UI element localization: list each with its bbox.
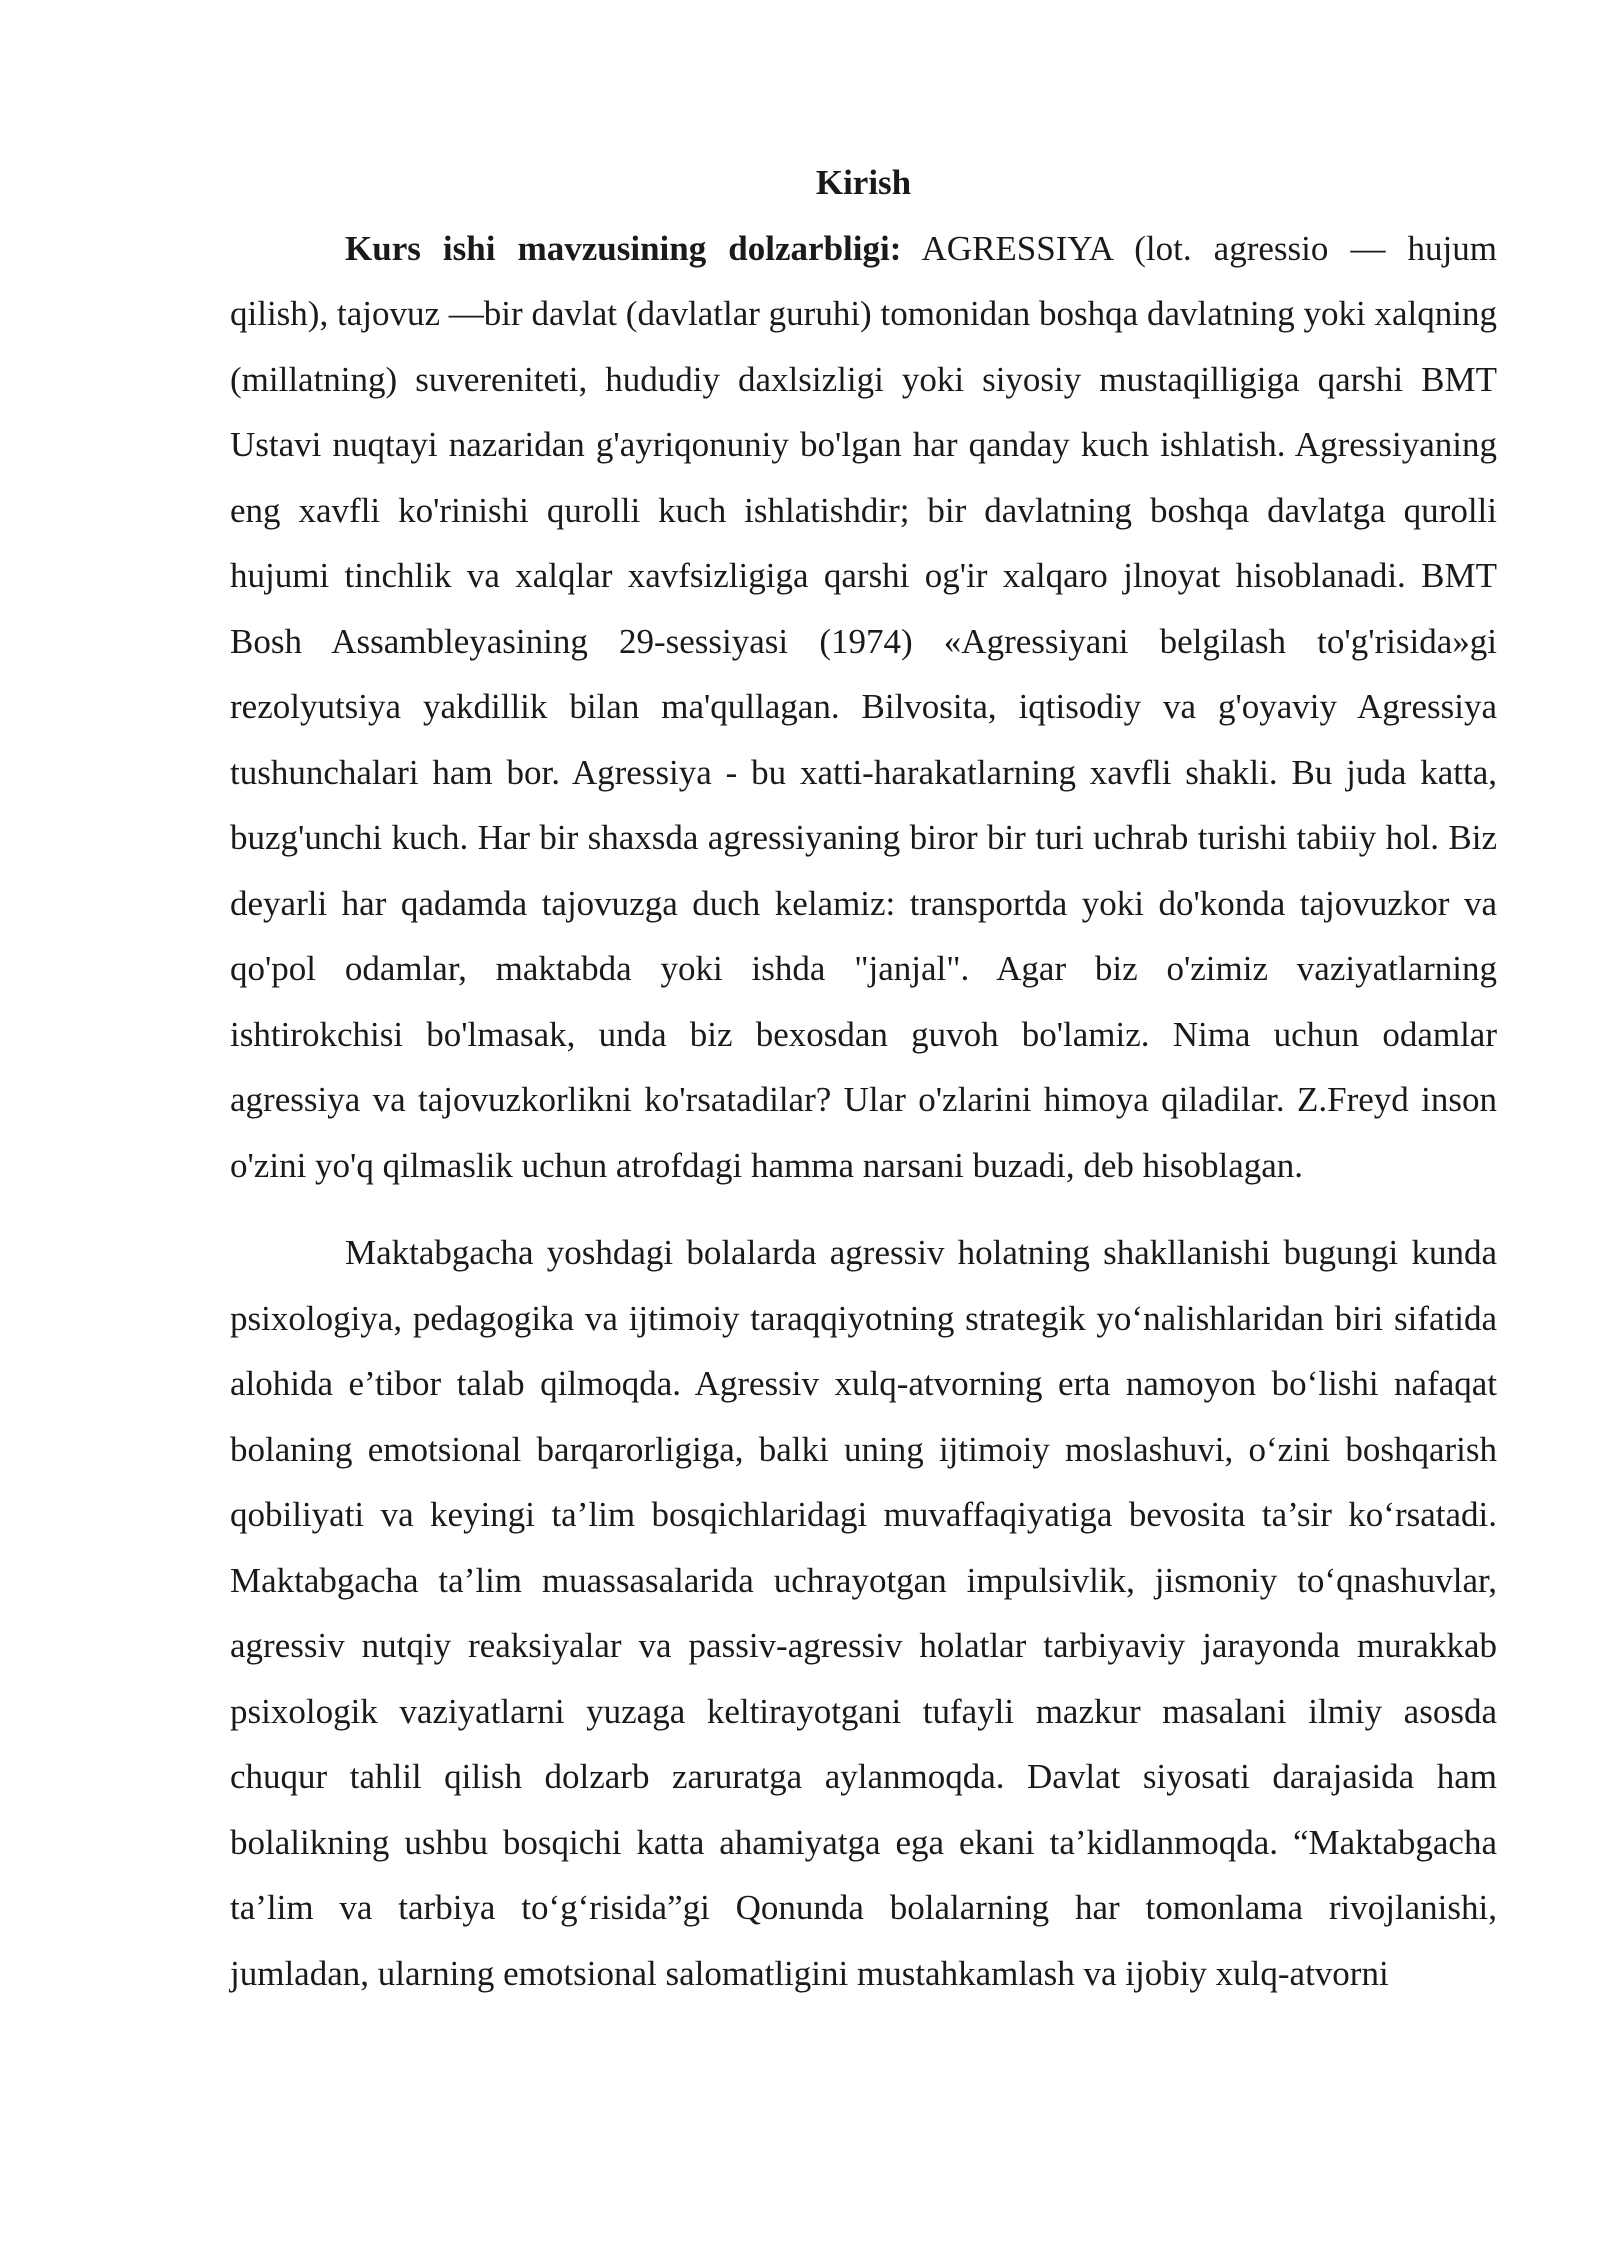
document-page bbox=[230, 150, 1497, 2006]
section-title: Kirish bbox=[815, 163, 912, 202]
paragraph-preschool: Maktabgacha yoshdagi bolalarda agressiv holatning shakllanishi bugungi kunda psixologiya, pedagogika va ijtimoiy taraqqiyotning strategik yo‘nalishlaridan biri sifatida alohida e’tibor talab qilmoqda. Agressiv xulq-atvorning erta namoyon bo‘lishi nafaqat bolaning emotsional barqarorligiga, balki uning ijtimoiy moslashuvi, o‘zini boshqarish qobiliyati va keyingi ta’lim bosqichlaridagi muvaffaqiyatiga bevosita ta’sir ko‘rsatadi. Maktabgacha ta’lim muassasalarida uchrayotgan impulsivlik, jismoniy to‘qnashuvlar, agressiv nutqiy reaksiyalar va passiv-agressiv holatlar tarbiyaviy jarayonda murakkab psixologik vaziyatlarni yuzaga keltirayotgani tufayli mazkur masalani ilmiy asosda chuqur tahlil qilish dolzarb zaruratga aylanmoqda. Davlat siyosati darajasida ham bolalikning ushbu bosqichi katta ahamiyatga ega ekani ta’kidlanmoqda. “Maktabgacha ta’lim va tarbiya to‘g‘risida”gi Qonunda bolalarning har tomonlama rivojlanishi, jumladan, ularning emotsional salomatligini mustahkamlash va ijobiy xulq-atvorni bbox=[230, 1233, 1497, 1993]
paragraph-body: AGRESSIYA (lot. agressio — hujum qilish), tajovuz —bir davlat (davlatlar guruhi) tomonidan boshqa davlatning yoki xalqning (millatning) suvereniteti, hududiy daxlsizligi yoki siyosiy mustaqilligiga qarshi BMT Ustavi nuqtayi nazaridan g'ayriqonuniy bo'lgan har qanday kuch ishlatish. Agressiyaning eng xavfli ko'rinishi qurolli kuch ishlatishdir; bir davlatning boshqa davlatga qurolli hujumi tinchlik va xalqlar xavfsizligiga qarshi og'ir xalqaro jlnoyat hisoblanadi. BMT Bosh Assambleyasining 29-sessiyasi (1974) «Agressiyani belgilash to'g'risida»gi rezolyutsiya yakdillik bilan ma'qullagan. Bilvosita, iqtisodiy va g'oyaviy Agressiya tushunchalari ham bor. Agressiya - bu xatti-harakatlarning xavfli shakli. Bu juda katta, buzg'unchi kuch. Har bir shaxsda agressiyaning biror bir turi uchrab turishi tabiiy hol. Biz deyarli har qadamda tajovuzga duch kelamiz: transportda yoki do'konda tajovuzkor va qo'pol odamlar, maktabda yoki ishda "janjal". Agar biz o'zimiz vaziyatlarning ishtirokchisi bo'lmasak, unda biz bexosdan guvoh bo'lamiz. Nima uchun odamlar agressiya va tajovuzkorlikni ko'rsatadilar? Ular o'zlarini himoya qiladilar. Z.Freyd inson o'zini yo'q qilmaslik uchun atrofdagi hamma narsani buzadi, deb hisoblagan. bbox=[230, 228, 1497, 1185]
paragraph-relevance bbox=[230, 216, 1497, 1199]
paragraph-lead: Kurs ishi mavzusining dolzarbligi: bbox=[345, 228, 902, 268]
